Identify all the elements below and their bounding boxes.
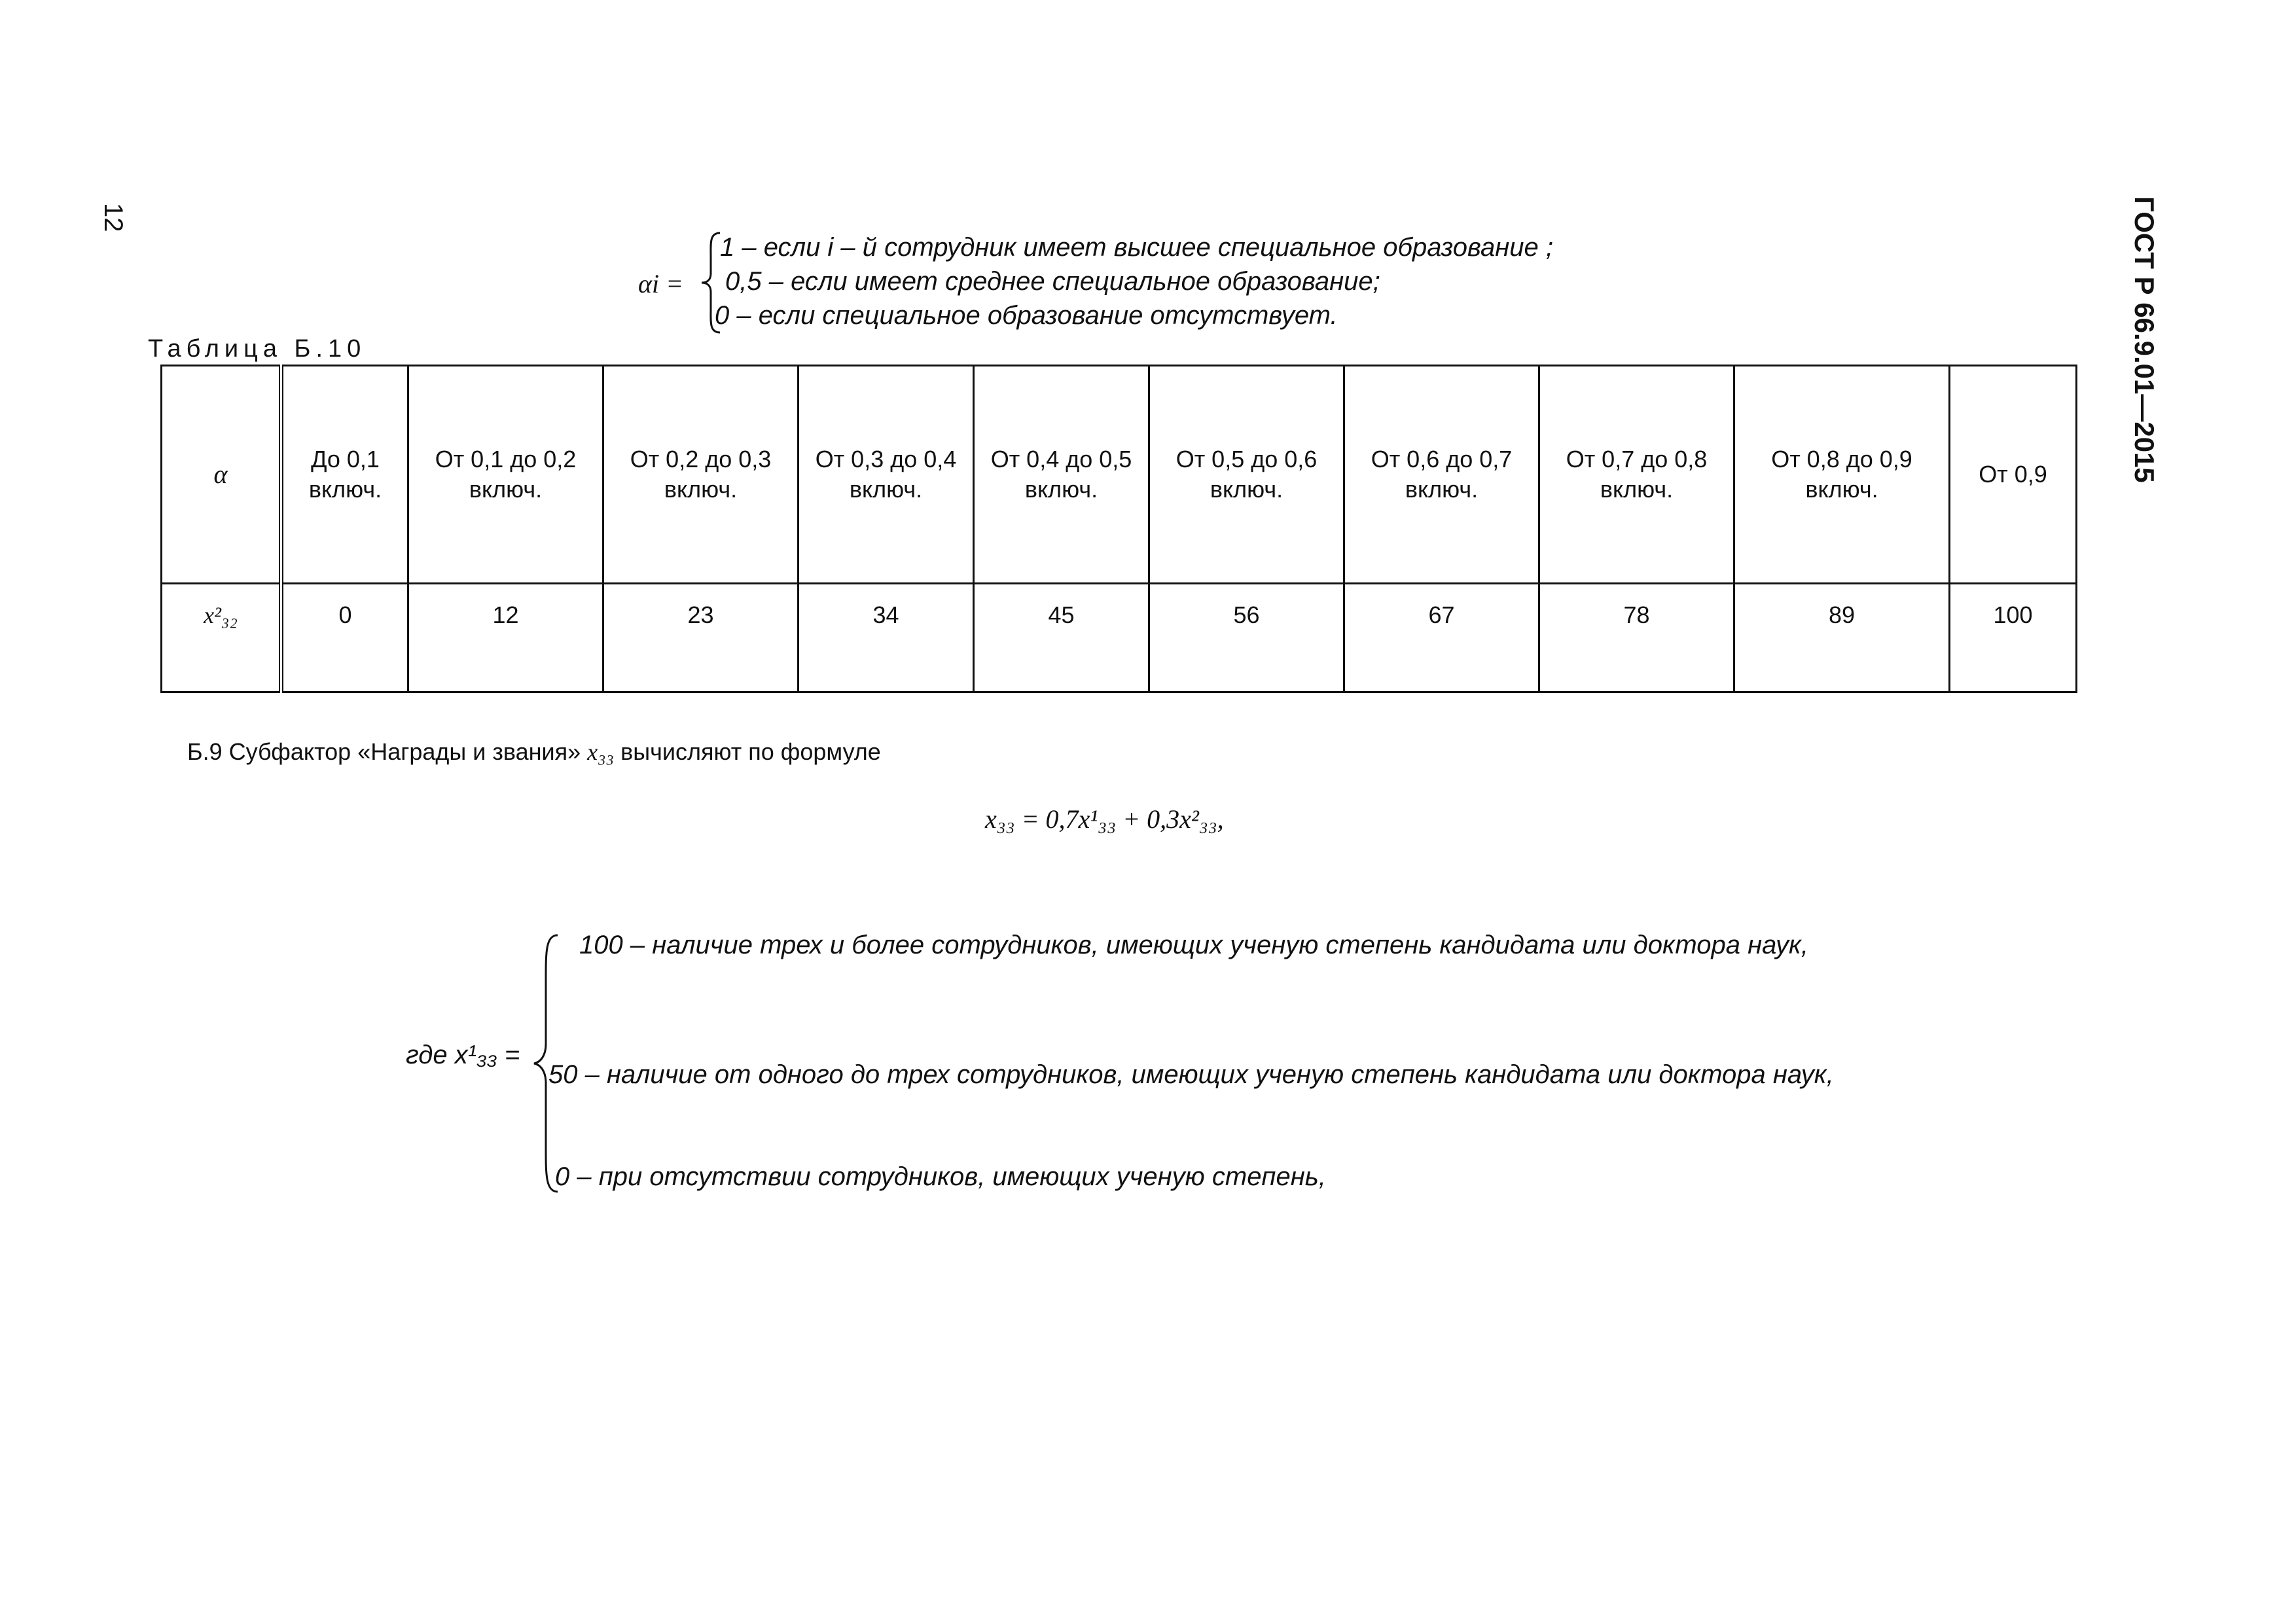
value-cell: 56 <box>1149 584 1344 692</box>
value-cell: 23 <box>603 584 798 692</box>
case-item-2: 50 – наличие от одного до трех сотрудников, имеющих ученую степень кандидата или доктора наук, <box>548 1060 1834 1089</box>
row-label-x32: x²₃₂ <box>162 584 281 692</box>
paragraph-b9-prefix: Б.9 Субфактор «Награды и звания» <box>187 738 588 765</box>
document-code: ГОСТ Р 66.9.01—2015 <box>2129 196 2160 483</box>
header-cell: От 0,6 до 0,7 включ. <box>1344 366 1539 584</box>
cases-lhs: где x¹₃₃ = <box>406 1041 520 1069</box>
header-cell: До 0,1 включ. <box>281 366 408 584</box>
value-cell: 78 <box>1539 584 1734 692</box>
table-header-row <box>162 366 2077 584</box>
header-cell: От 0,1 до 0,2 включ. <box>408 366 603 584</box>
value-cell: 89 <box>1734 584 1950 692</box>
header-cell: От 0,3 до 0,4 включ. <box>798 366 974 584</box>
paragraph-b9 <box>187 738 881 766</box>
header-cell: От 0,2 до 0,3 включ. <box>603 366 798 584</box>
formula-alpha-line-1: 1 – если i – й сотрудник имеет высшее специальное образование ; <box>720 233 1553 262</box>
header-cell: От 0,7 до 0,8 включ. <box>1539 366 1734 584</box>
paragraph-b9-suffix: вычисляют по формуле <box>614 738 881 765</box>
value-cell: 12 <box>408 584 603 692</box>
case-item-1: 100 – наличие трех и более сотрудников, имеющих ученую степень кандидата или доктора наук, <box>579 931 1809 959</box>
header-cell: От 0,4 до 0,5 включ. <box>974 366 1149 584</box>
table-caption: Таблица Б.10 <box>148 335 367 363</box>
value-cell: 34 <box>798 584 974 692</box>
table-value-row <box>162 584 2077 692</box>
formula-alpha-line-2: 0,5 – если имеет среднее специальное образование; <box>725 267 1380 296</box>
formula-alpha-line-3: 0 – если специальное образование отсутствует. <box>715 301 1338 330</box>
value-cell: 0 <box>281 584 408 692</box>
formula-alpha-lhs: αi = <box>638 269 684 298</box>
header-cell: От 0,9 <box>1950 366 2077 584</box>
case-item-3: 0 – при отсутствии сотрудников, имеющих ученую степень, <box>555 1162 1326 1191</box>
value-cell: 100 <box>1950 584 2077 692</box>
coefficient-table <box>160 365 2077 693</box>
value-cell: 45 <box>974 584 1149 692</box>
paragraph-b9-variable: x₃₃ <box>587 739 615 765</box>
header-cell: От 0,8 до 0,9 включ. <box>1734 366 1950 584</box>
page-number: 12 <box>99 203 128 232</box>
header-cell-alpha: α <box>162 366 281 584</box>
value-cell: 67 <box>1344 584 1539 692</box>
header-cell: От 0,5 до 0,6 включ. <box>1149 366 1344 584</box>
formula-x33: x₃₃ = 0,7x¹₃₃ + 0,3x²₃₃, <box>985 804 1224 834</box>
